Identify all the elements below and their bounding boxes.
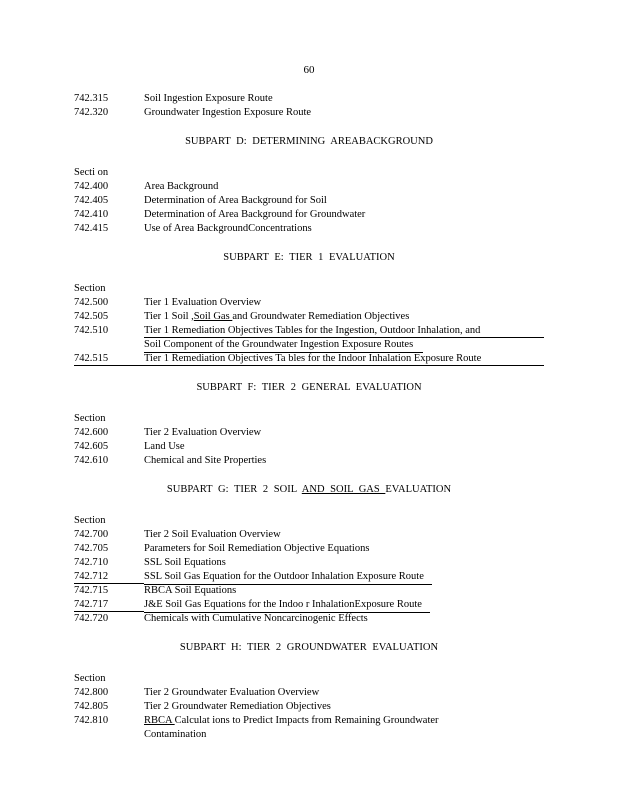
section-number: 742.810	[74, 715, 109, 726]
inserted-text: AND SOIL GAS	[301, 484, 386, 495]
section-title: SSL Soil Equations	[144, 557, 226, 568]
section-title: Determination of Area Background for Soil	[144, 195, 327, 206]
subpart-h-heading: SUBPART H: TIER 2 GROUNDWATER EVALUATION	[179, 642, 439, 653]
section-title-inserted	[144, 598, 544, 612]
section-number: 742.400	[74, 181, 109, 192]
title-part: Calculat ions to Predict Impacts from Remaining Groundwater	[174, 715, 439, 726]
toc-row-continuation	[74, 338, 544, 352]
title-part: Tier 1 Soil ,	[144, 311, 194, 322]
section-number: 742.705	[74, 543, 109, 554]
subpart-f-heading: SUBPART F: TIER 2 GENERAL EVALUATION	[196, 382, 422, 393]
section-number: 742.715	[74, 585, 109, 596]
section-number: 742.800	[74, 687, 109, 698]
section-number: 742.610	[74, 455, 109, 466]
title-part: J&E Soil Gas Equations for the Indoo r InhalationExposure Route	[144, 598, 430, 613]
section-title: Tier 1 Evaluation Overview	[144, 297, 262, 308]
toc-row	[74, 352, 544, 366]
section-title: Chemical and Site Properties	[144, 455, 267, 466]
section-label: Section	[74, 413, 106, 424]
heading-part: EVALUATION	[385, 484, 452, 495]
section-title: Groundwater Ingestion Exposure Route	[144, 107, 312, 118]
section-number: 742.720	[74, 613, 109, 624]
section-number: 742.600	[74, 427, 109, 438]
section-title: Chemicals with Cumulative Noncarcinogenic Effects	[144, 613, 368, 624]
toc-row	[74, 570, 544, 584]
toc-row	[74, 208, 544, 222]
section-title: Determination of Area Background for Groundwater	[144, 209, 366, 220]
section-title	[144, 714, 544, 728]
section-number: 742.320	[74, 107, 109, 118]
toc-row	[74, 440, 544, 454]
section-number-inserted: 742.712	[74, 570, 144, 584]
subpart-g-heading	[74, 482, 544, 498]
toc-row	[74, 426, 544, 440]
section-label: Section	[74, 283, 106, 294]
section-number: 742.710	[74, 557, 109, 568]
subpart-d-heading: SUBPART D: DETERMINING AREABACKGROUND	[185, 136, 433, 147]
toc-row	[74, 714, 544, 728]
section-title: Contamination	[144, 729, 207, 740]
toc-row	[74, 454, 544, 468]
section-number: 742.410	[74, 209, 109, 220]
heading-part: SUBPART G: TIER 2 SOIL	[166, 484, 302, 495]
section-title: Use of Area BackgroundConcentrations	[144, 223, 312, 234]
section-title	[144, 310, 544, 324]
section-number-inserted: 742.515	[74, 352, 144, 366]
toc-row	[74, 584, 544, 598]
section-number: 742.405	[74, 195, 109, 206]
section-number: 742.510	[74, 325, 109, 336]
page-number: 60	[303, 64, 315, 76]
toc-row	[74, 598, 544, 612]
section-number: 742.315	[74, 93, 109, 104]
section-title-inserted	[144, 338, 544, 352]
title-part: Soil Component of the Groundwater Ingestion Exposure Routes	[144, 338, 423, 353]
toc-row	[74, 222, 544, 236]
subpart-e-heading: SUBPART E: TIER 1 EVALUATION	[223, 252, 395, 263]
section-number: 742.605	[74, 441, 109, 452]
section-title-inserted: Tier 1 Remediation Objectives Tables for the Ingestion, Outdoor Inhalation, and	[144, 324, 544, 338]
inserted-text: RBCA	[144, 715, 175, 726]
section-number-inserted: 742.717	[74, 598, 144, 612]
section-label: Section	[74, 673, 106, 684]
toc-row	[74, 612, 544, 626]
section-title: Land Use	[144, 441, 185, 452]
toc-row-742-320	[74, 106, 544, 120]
section-number: 742.505	[74, 311, 109, 322]
section-title: Tier 2 Soil Evaluation Overview	[144, 529, 281, 540]
toc-row	[74, 700, 544, 714]
section-title: Area Background	[144, 181, 219, 192]
toc-row	[74, 686, 544, 700]
toc-row-742-315	[74, 92, 544, 106]
section-title: Tier 2 Groundwater Evaluation Overview	[144, 687, 320, 698]
section-number: 742.700	[74, 529, 109, 540]
toc-row	[74, 296, 544, 310]
section-title-inserted	[144, 570, 544, 584]
section-title-inserted: Tier 1 Remediation Objectives Ta bles for the Indoor Inhalation Exposure Route	[144, 352, 544, 366]
inserted-text: Soil Gas	[193, 311, 233, 322]
toc-row	[74, 310, 544, 324]
toc-row-continuation	[74, 728, 544, 742]
section-label: Section	[74, 515, 106, 526]
title-part: and Groundwater Remediation Objectives	[232, 311, 410, 322]
section-label: Secti on	[74, 167, 109, 178]
section-title: Tier 2 Evaluation Overview	[144, 427, 262, 438]
toc-row	[74, 194, 544, 208]
toc-row	[74, 324, 544, 338]
toc-row	[74, 556, 544, 570]
section-number: 742.805	[74, 701, 109, 712]
toc-row	[74, 180, 544, 194]
toc-row	[74, 528, 544, 542]
table-of-contents	[74, 92, 544, 742]
section-title: Tier 2 Groundwater Remediation Objectives	[144, 701, 331, 712]
section-title: Parameters for Soil Remediation Objective Equations	[144, 543, 370, 554]
section-number: 742.415	[74, 223, 109, 234]
section-title: RBCA Soil Equations	[144, 585, 237, 596]
toc-row	[74, 542, 544, 556]
title-part: SSL Soil Gas Equation for the Outdoor Inhalation Exposure Route	[144, 570, 432, 585]
section-number: 742.500	[74, 297, 109, 308]
section-title: Soil Ingestion Exposure Route	[144, 93, 273, 104]
